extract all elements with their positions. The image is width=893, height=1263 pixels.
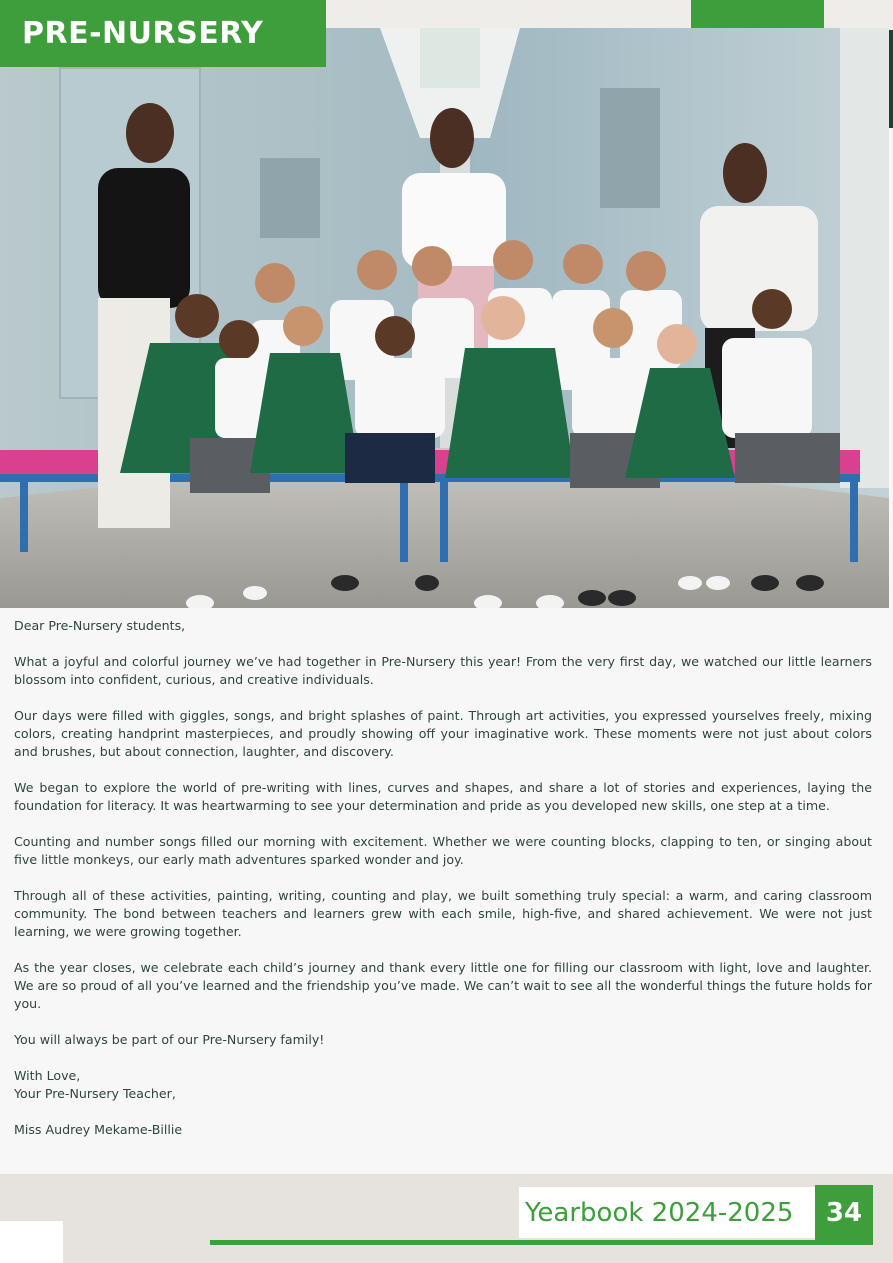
section-title: PRE-NURSERY xyxy=(22,16,264,51)
letter-paragraph: Through all of these activities, painting, writing, counting and play, we built something truly special: a warm, and caring classroom community. The bond between teachers and learners grew with each smile, high-five, and shared achievement. We were not just learning, we were growing together. xyxy=(14,888,872,939)
letter-greeting: Dear Pre-Nursery students, xyxy=(14,618,186,633)
letter-body xyxy=(14,617,872,1139)
closing-line: With Love, xyxy=(14,1068,81,1083)
letter-paragraph: You will always be part of our Pre-Nursery family! xyxy=(14,1032,325,1047)
letter-paragraph: We began to explore the world of pre-writing with lines, curves and shapes, and share a lot of stories and experiences, laying the foundation for literacy. It was heartwarming to see your determination and pride as you developed new skills, one step at a time. xyxy=(14,780,872,813)
top-accent-bar xyxy=(691,0,824,28)
section-title-banner xyxy=(0,0,326,67)
footer-accent-line xyxy=(210,1240,873,1245)
class-photo xyxy=(0,28,889,608)
footer-label-box xyxy=(519,1187,815,1238)
yearbook-label: Yearbook 2024-2025 xyxy=(525,1197,794,1228)
letter-signature: Miss Audrey Mekame-Billie xyxy=(14,1122,183,1137)
letter-paragraph: Our days were filled with giggles, songs, and bright splashes of paint. Through art activities, you expressed yourselves freely, mixing colors, creating handprint masterpieces, and proudly showing off your imaginative work. These moments were not just about colors and brushes, but about connection, laughter, and discovery. xyxy=(14,708,872,759)
page-number: 34 xyxy=(825,1197,863,1228)
letter-paragraph: What a joyful and colorful journey we’ve had together in Pre-Nursery this year! From the very first day, we watched our little learners blossom into confident, curious, and creative individuals. xyxy=(14,654,872,687)
letter-closing xyxy=(14,1067,872,1103)
closing-line: Your Pre-Nursery Teacher, xyxy=(14,1086,176,1101)
page-number-box xyxy=(815,1185,873,1240)
letter-paragraph: As the year closes, we celebrate each child’s journey and thank every little one for filling our classroom with light, love and laughter. We are so proud of all you’ve learned and the friendship you’ve made. We can’t wait to see all the wonderful things the future holds for you. xyxy=(14,960,872,1011)
letter-paragraph: Counting and number songs filled our morning with excitement. Whether we were counting blocks, clapping to ten, or singing about five little monkeys, our early math adventures sparked wonder and joy. xyxy=(14,834,872,867)
footer-corner-block xyxy=(0,1221,63,1263)
